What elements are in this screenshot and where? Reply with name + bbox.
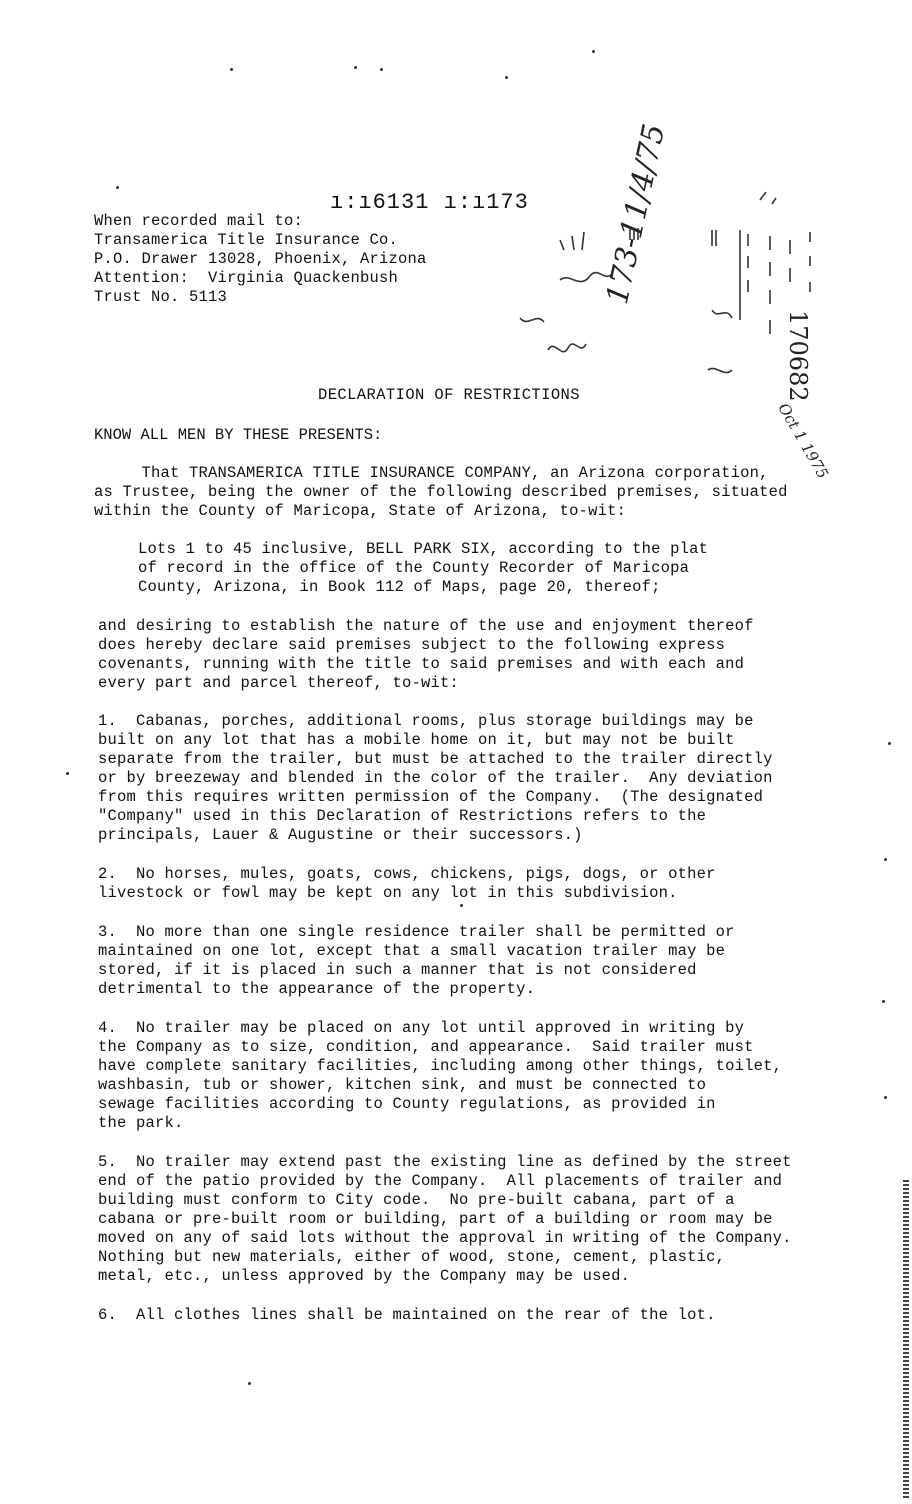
opening-clause: KNOW ALL MEN BY THESE PRESENTS: [94,426,383,444]
scan-speck [460,904,463,907]
restriction-3 [98,923,735,999]
restriction-line: detrimental to the appearance of the property. [98,980,536,998]
scan-speck [380,68,383,71]
docket-number: 170682 [784,310,812,402]
declaration-line: does hereby declare said premises subject to the following express [98,636,726,654]
restriction-line: 4. No trailer may be placed on any lot until approved in writing by [98,1019,745,1037]
restriction-line: "Company" used in this Declaration of Restrictions refers to the [98,807,707,825]
restriction-line: have complete sanitary facilities, including among other things, toilet, [98,1057,783,1075]
handwritten-date: 173-11/4/75 [600,120,673,308]
return-line: Trust No. 5113 [94,288,228,306]
restriction-line: livestock or fowl may be kept on any lot in this subdivision. [98,884,678,902]
legal-line: of record in the office of the County Recorder of Maricopa [138,559,690,577]
restriction-line: Nothing but new materials, either of wood, stone, cement, plastic, [98,1248,726,1266]
stamp-mark [520,318,544,322]
recording-number: ı:ı6131 ı:ı173 [330,190,529,215]
declaration-clause [98,617,754,693]
stamp-mark [712,310,732,318]
declaration-line: covenants, running with the title to said premises and with each and [98,655,745,673]
legal-line: Lots 1 to 45 inclusive, BELL PARK SIX, according to the plat [138,540,709,558]
return-line: P.O. Drawer 13028, Phoenix, Arizona [94,250,427,268]
return-line: When recorded mail to: [94,212,304,230]
preamble [94,464,788,521]
restriction-line: the park. [98,1114,184,1132]
restriction-line: 3. No more than one single residence trailer shall be permitted or [98,923,735,941]
restriction-line: sewage facilities according to County regulations, as provided in [98,1095,716,1113]
restriction-line: or by breezeway and blended in the color of the trailer. Any deviation [98,769,773,787]
stamp-mark [560,232,584,250]
return-line: Transamerica Title Insurance Co. [94,231,399,249]
scan-speck [888,742,891,745]
restriction-line: stored, if it is placed in such a manner that is not considered [98,961,697,979]
scan-speck [884,1096,887,1099]
restriction-line: from this requires written permission of the Company. (The designated [98,788,764,806]
restriction-line: maintained on one lot, except that a small vacation trailer may be [98,942,726,960]
stamp-mark [548,344,586,352]
scan-speck [884,858,887,861]
scan-speck [354,66,357,69]
scan-speck [505,76,508,79]
restriction-line: building must conform to City code. No pre-built cabana, part of a [98,1191,735,1209]
declaration-line: and desiring to establish the nature of the use and enjoyment thereof [98,617,754,635]
scan-speck [66,772,69,775]
preamble-line: as Trustee, being the owner of the following described premises, situated [94,483,788,501]
restriction-line: 2. No horses, mules, goats, cows, chickens, pigs, dogs, or other [98,865,716,883]
scan-speck [592,50,595,53]
restriction-line: principals, Lauer & Augustine or their successors.) [98,826,583,844]
scan-speck [248,1382,251,1385]
scan-edge-artifact [903,1180,909,1500]
preamble-line: That TRANSAMERICA TITLE INSURANCE COMPANY, an Arizona corporation, [94,464,769,482]
restriction-2 [98,865,716,903]
stamp-mark [708,368,732,372]
declaration-line: every part and parcel thereof, to-wit: [98,674,460,692]
stamp-mark [712,230,716,246]
restriction-line: 5. No trailer may extend past the existing line as defined by the street [98,1153,792,1171]
margin-note: Oct 1 1975 [774,400,832,482]
scan-speck [882,1000,885,1003]
restriction-line: separate from the trailer, but must be attached to the trailer directly [98,750,773,768]
restriction-5 [98,1153,792,1286]
document-title: DECLARATION OF RESTRICTIONS [318,386,580,404]
restriction-line: washbasin, tub or shower, kitchen sink, and must be connected to [98,1076,707,1094]
legal-line: County, Arizona, in Book 112 of Maps, page 20, thereof; [138,578,661,596]
restriction-line: cabana or pre-built room or building, part of a building or room may be [98,1210,773,1228]
restriction-4 [98,1019,782,1133]
preamble-line: within the County of Maricopa, State of Arizona, to-wit: [94,502,627,520]
restriction-line: metal, etc., unless approved by the Company may be used. [98,1267,631,1285]
scan-speck [230,68,233,71]
restriction-6 [98,1306,716,1325]
legal-description [138,540,708,597]
restriction-line: end of the patio provided by the Company. All placements of trailer and [98,1172,783,1190]
stamp-mark [760,192,776,204]
restriction-line: moved on any of said lots without the approval in writing of the Company. [98,1229,792,1247]
return-line: Attention: Virginia Quackenbush [94,269,399,287]
restriction-line: 1. Cabanas, porches, additional rooms, plus storage buildings may be [98,712,754,730]
restriction-1 [98,712,773,845]
restriction-line: 6. All clothes lines shall be maintained on the rear of the lot. [98,1306,716,1324]
restriction-line: the Company as to size, condition, and appearance. Said trailer must [98,1038,754,1056]
return-address-block [94,212,427,307]
restriction-line: built on any lot that has a mobile home on it, but may not be built [98,731,735,749]
scan-speck [116,186,119,189]
